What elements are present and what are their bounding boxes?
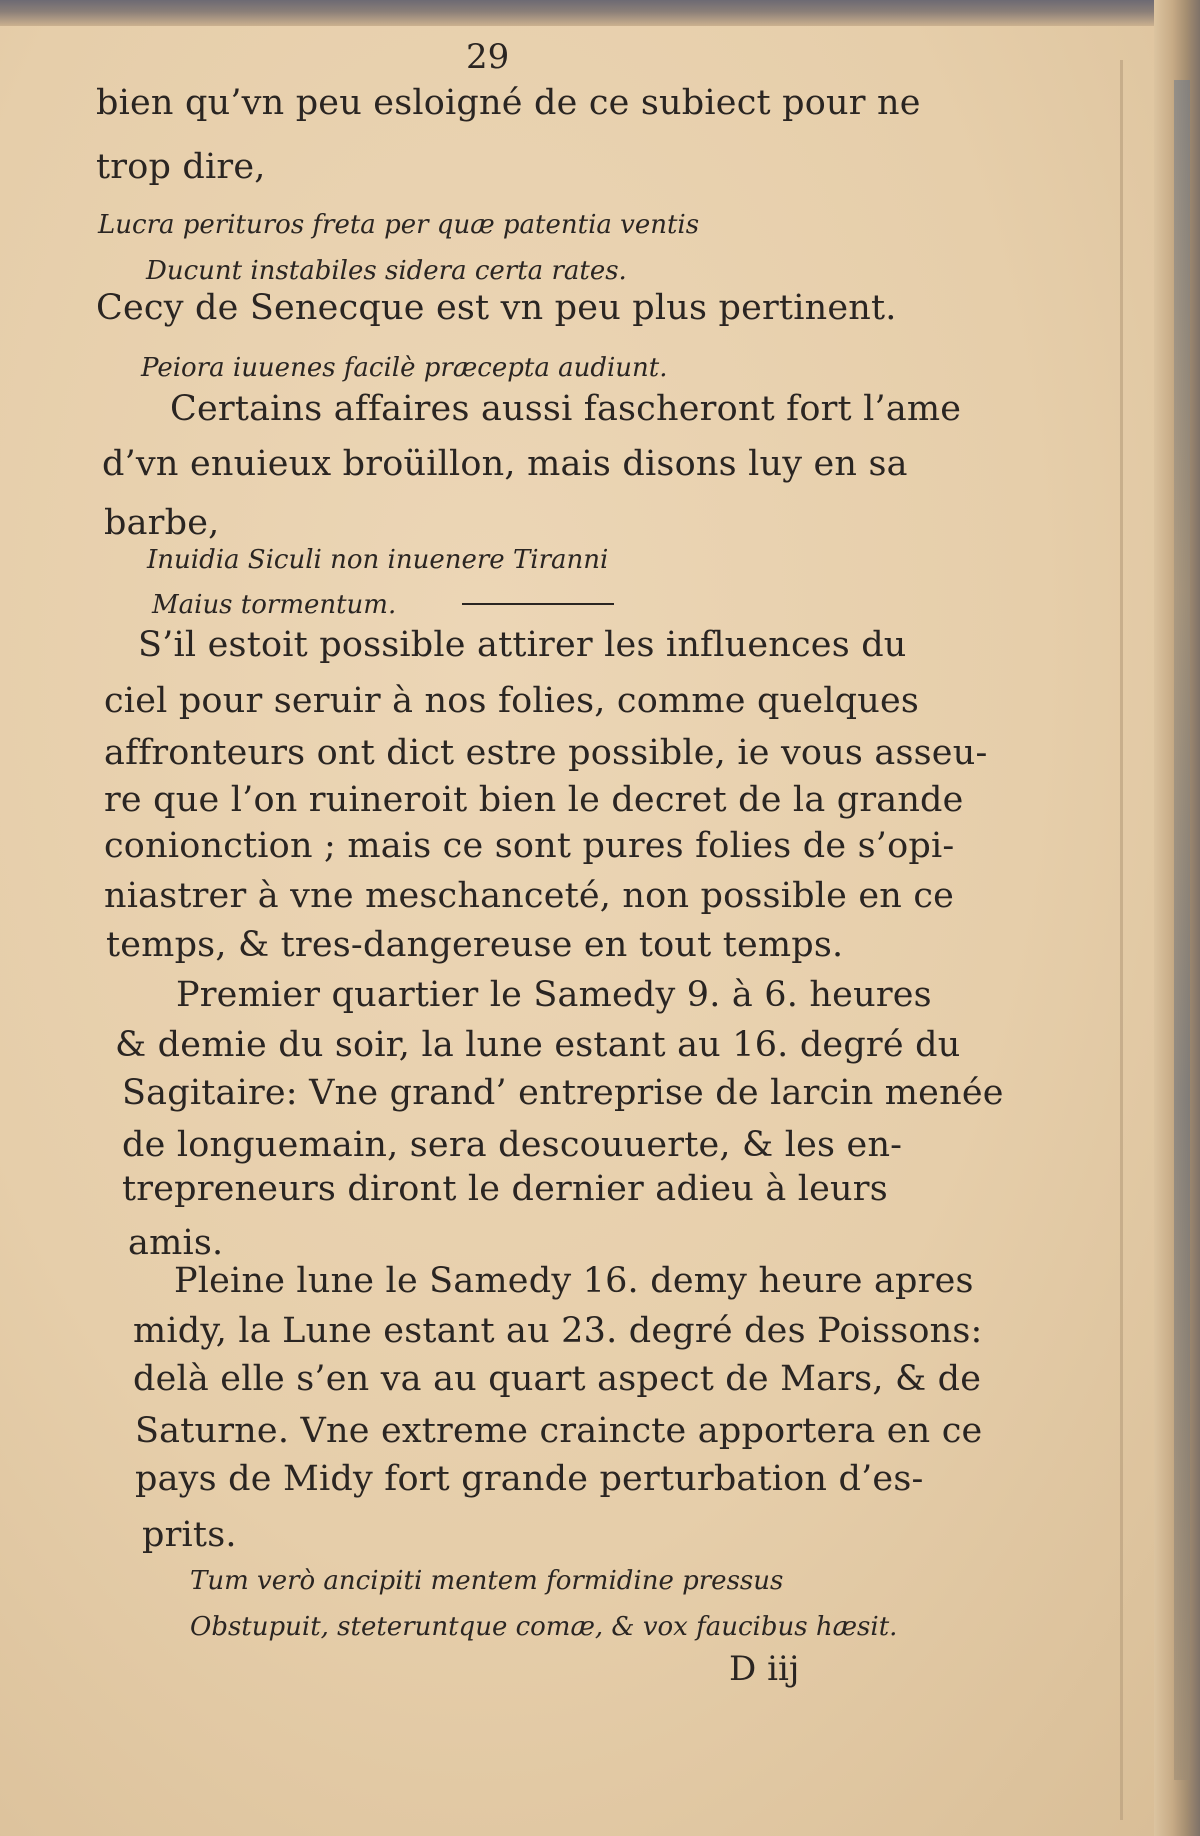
text-line: Saturne. Vne extreme craincte apportera en ce: [135, 1411, 983, 1451]
verse-line: Lucra perituros freta per quæ patentia ventis: [98, 210, 700, 240]
text-line: d’vn enuieux broüillon, mais disons luy en sa: [102, 444, 908, 484]
verse-line: Tum verò ancipiti mentem formidine pressus: [190, 1566, 784, 1596]
text-line: prits.: [142, 1515, 237, 1555]
verse-line: Inuidia Siculi non inuenere Tiranni: [147, 545, 609, 575]
verse-line: Obstupuit, steteruntque comæ, & vox faucibus hæsit.: [190, 1612, 898, 1642]
dash-rule: [462, 603, 614, 605]
text-line: midy, la Lune estant au 23. degré des Poissons:: [133, 1311, 983, 1351]
text-line: pays de Midy fort grande perturbation d’es-: [135, 1459, 924, 1499]
text-line: trop dire,: [96, 147, 266, 187]
text-line: delà elle s’en va au quart aspect de Mars, & de: [133, 1359, 982, 1399]
text-line: de longuemain, sera descouuerte, & les en-: [122, 1125, 903, 1165]
text-line: bien qu’vn peu esloigné de ce subiect pour ne: [96, 83, 921, 123]
page-top-edge: [0, 0, 1200, 26]
text-line: re que l’on ruineroit bien le decret de la grande: [104, 780, 964, 820]
book-fore-edge: [1154, 0, 1200, 1836]
text-line: conionction ; mais ce sont pures folies de s’opi-: [104, 826, 955, 866]
verse-line: Ducunt instabiles sidera certa rates.: [146, 256, 627, 286]
verse-line: Peiora iuuenes facilè præcepta audiunt.: [141, 353, 668, 383]
text-line: barbe,: [104, 503, 220, 543]
text-line: Premier quartier le Samedy 9. à 6. heures: [176, 975, 932, 1015]
text-line: affronteurs ont dict estre possible, ie vous asseu-: [104, 733, 988, 773]
text-line: temps, & tres-dangereuse en tout temps.: [106, 925, 844, 965]
text-line: Sagitaire: Vne grand’ entreprise de larcin menée: [122, 1073, 1004, 1113]
page-edge-shadow: [1120, 60, 1123, 1820]
text-line: S’il estoit possible attirer les influences du: [138, 625, 907, 665]
text-line: trepreneurs diront le dernier adieu à leurs: [122, 1169, 888, 1209]
text-line: & demie du soir, la lune estant au 16. degré du: [115, 1025, 961, 1065]
page-number: 29: [466, 37, 510, 77]
text-line: ciel pour seruir à nos folies, comme quelques: [104, 681, 920, 721]
text-line: Cecy de Senecque est vn peu plus pertinent.: [96, 288, 897, 328]
text-line: amis.: [128, 1223, 224, 1263]
text-line: Certains affaires aussi fascheront fort l’ame: [170, 389, 962, 429]
text-line: niastrer à vne meschanceté, non possible en ce: [104, 876, 955, 916]
verse-line: Maius tormentum.: [152, 590, 397, 620]
signature-mark: D iij: [729, 1649, 800, 1689]
text-line: Pleine lune le Samedy 16. demy heure apres: [174, 1261, 974, 1301]
